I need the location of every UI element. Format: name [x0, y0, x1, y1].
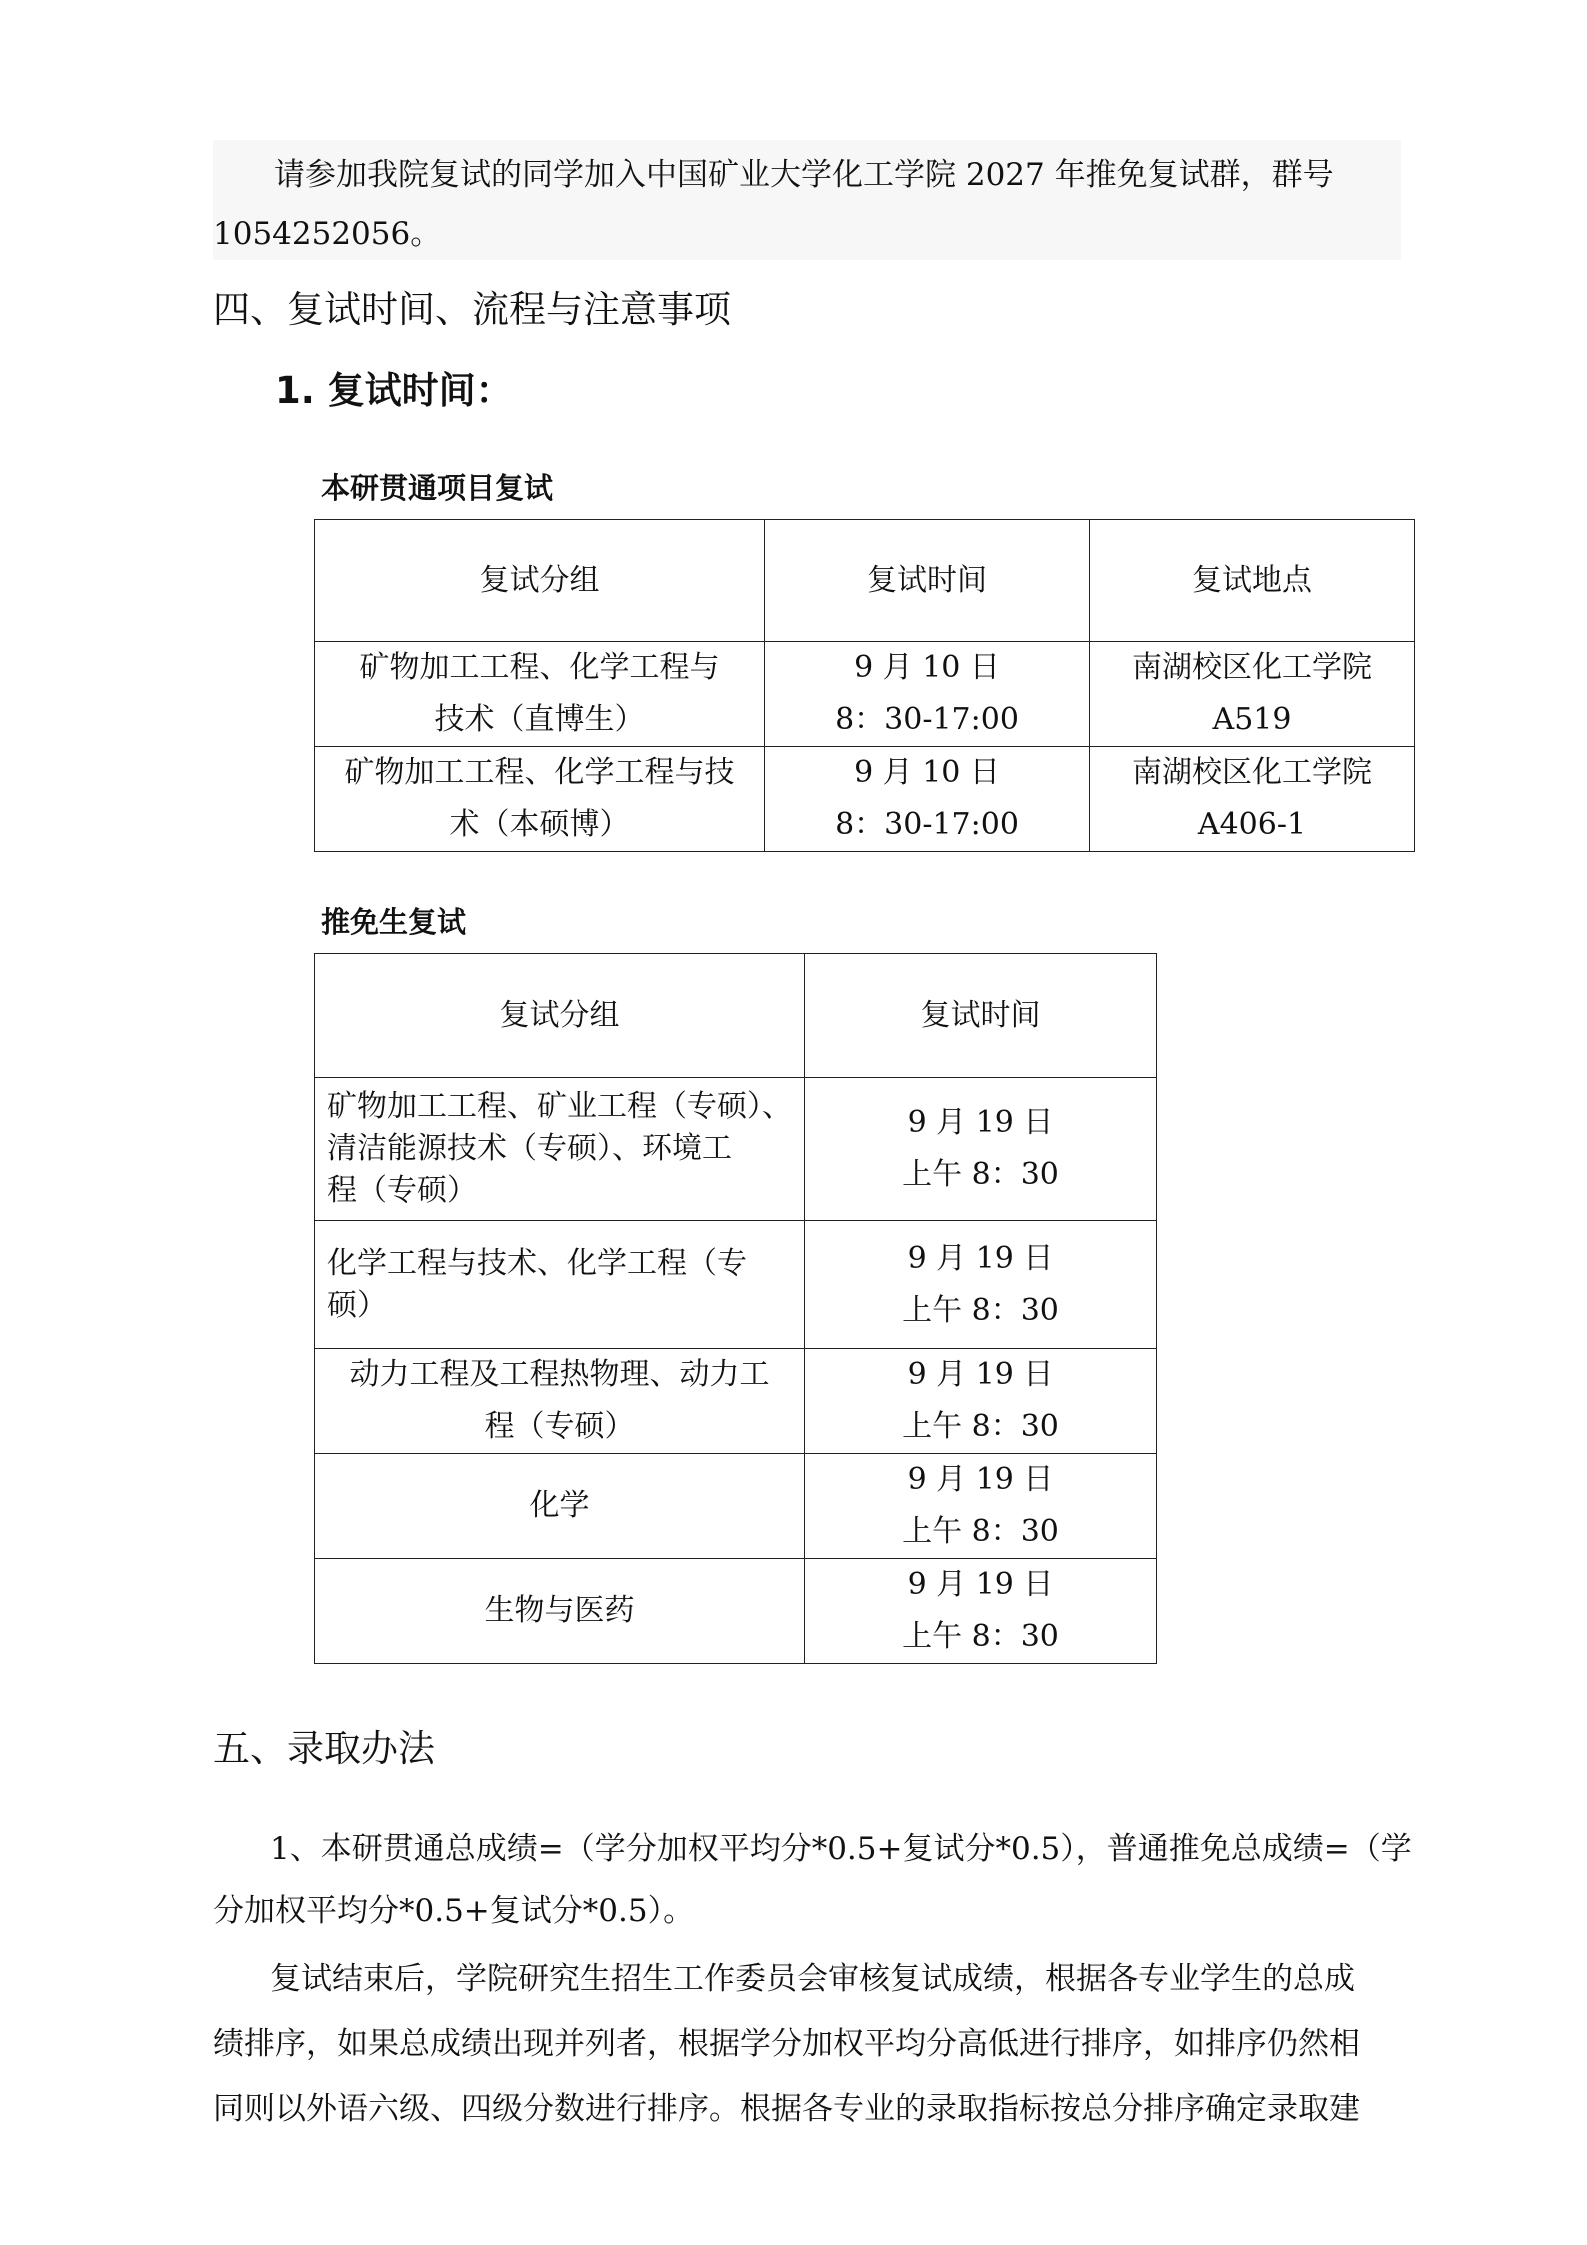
para-2-line-2: 绩排序，如果总成绩出现并列者，根据学分加权平均分高低进行排序，如排序仍然相 [213, 2026, 1360, 2062]
cell-time: 9 月 19 日 上午 8：30 [805, 1221, 1157, 1349]
table-row [315, 747, 1415, 852]
header-group: 复试分组 [315, 954, 805, 1078]
header-time: 复试时间 [765, 520, 1090, 642]
table-row [315, 1078, 1157, 1221]
subsection-exam-time: 1. 复试时间： [275, 369, 513, 412]
table-1 [314, 519, 1415, 852]
header-time: 复试时间 [805, 954, 1157, 1078]
cell-time: 9 月 19 日 上午 8：30 [805, 1559, 1157, 1664]
cell-time: 9 月 10 日 8：30-17:00 [765, 747, 1090, 852]
para-1-line-1: 1、本研贯通总成绩=（学分加权平均分*0.5+复试分*0.5），普通推免总成绩=（学 [270, 1831, 1412, 1867]
table-1-caption: 本研贯通项目复试 [321, 471, 554, 505]
section-5-heading: 五、录取办法 [213, 1727, 435, 1770]
cell-group: 化学工程与技术、化学工程（专 硕） [315, 1221, 805, 1349]
cell-group: 矿物加工工程、化学工程与 技术（直博生） [315, 642, 765, 747]
cell-group: 动力工程及工程热物理、动力工 程（专硕） [315, 1349, 805, 1454]
cell-group: 化学 [315, 1454, 805, 1559]
table-2-caption: 推免生复试 [321, 905, 467, 939]
table-row [315, 1454, 1157, 1559]
cell-time: 9 月 19 日 上午 8：30 [805, 1078, 1157, 1221]
cell-group: 矿物加工工程、化学工程与技 术（本硕博） [315, 747, 765, 852]
header-place: 复试地点 [1090, 520, 1415, 642]
cell-place: 南湖校区化工学院 A406-1 [1090, 747, 1415, 852]
cell-time: 9 月 19 日 上午 8：30 [805, 1454, 1157, 1559]
table-2 [314, 953, 1157, 1664]
table-row [315, 1221, 1157, 1349]
section-4-heading: 四、复试时间、流程与注意事项 [213, 288, 731, 331]
cell-group: 生物与医药 [315, 1559, 805, 1664]
para-2-line-3: 同则以外语六级、四级分数进行排序。根据各专业的录取指标按总分排序确定录取建 [213, 2091, 1360, 2127]
cell-place: 南湖校区化工学院 A519 [1090, 642, 1415, 747]
intro-line-1: 请参加我院复试的同学加入中国矿业大学化工学院 2027 年推免复试群，群号 [274, 157, 1334, 193]
cell-time: 9 月 19 日 上午 8：30 [805, 1349, 1157, 1454]
para-1-line-2: 分加权平均分*0.5+复试分*0.5）。 [213, 1893, 695, 1929]
cell-group: 矿物加工工程、矿业工程（专硕）、 清洁能源技术（专硕）、环境工 程（专硕） [315, 1078, 805, 1221]
para-2-line-1: 复试结束后，学院研究生招生工作委员会审核复试成绩，根据各专业学生的总成 [270, 1961, 1355, 1997]
table-header-row [315, 520, 1415, 642]
table-header-row [315, 954, 1157, 1078]
table-row [315, 1349, 1157, 1454]
header-group: 复试分组 [315, 520, 765, 642]
intro-line-2: 1054252056。 [213, 216, 442, 252]
cell-time: 9 月 10 日 8：30-17:00 [765, 642, 1090, 747]
table-row [315, 642, 1415, 747]
table-row [315, 1559, 1157, 1664]
